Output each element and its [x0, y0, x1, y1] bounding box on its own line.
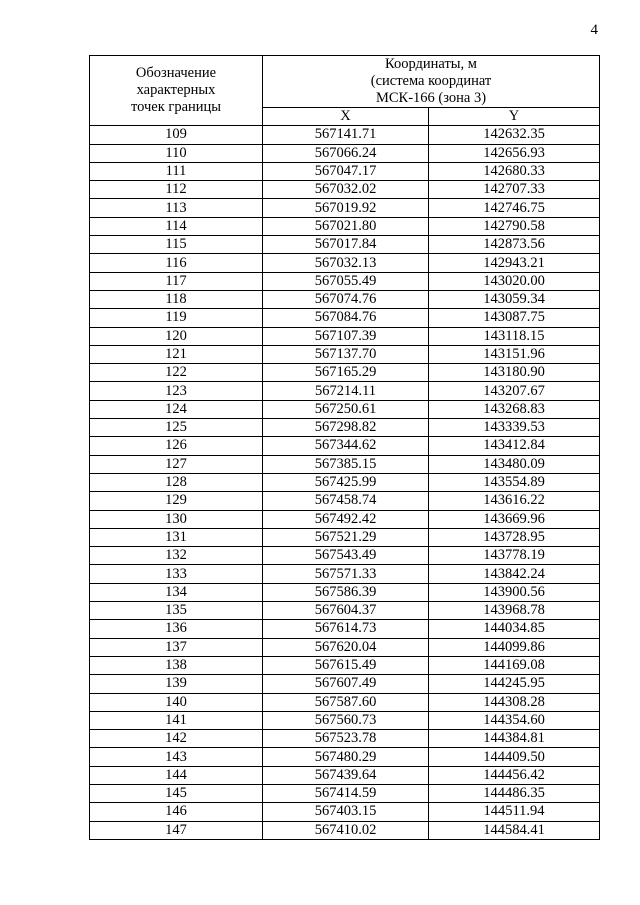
table-row	[90, 748, 600, 766]
x-cell: 567587.60	[263, 693, 429, 711]
x-cell: 567458.74	[263, 492, 429, 510]
point-cell: 112	[90, 181, 263, 199]
table-row	[90, 290, 600, 308]
x-cell: 567480.29	[263, 748, 429, 766]
table-row	[90, 766, 600, 784]
point-cell: 121	[90, 345, 263, 363]
header-coords-line: (система координат	[370, 73, 492, 89]
x-cell: 567607.49	[263, 675, 429, 693]
table-row	[90, 510, 600, 528]
table-row	[90, 236, 600, 254]
table-row	[90, 528, 600, 546]
y-cell: 144456.42	[429, 766, 600, 784]
table-row	[90, 784, 600, 802]
y-cell: 142873.56	[429, 236, 600, 254]
table-row	[90, 656, 600, 674]
y-cell: 143180.90	[429, 364, 600, 382]
point-cell: 135	[90, 602, 263, 620]
y-cell: 142746.75	[429, 199, 600, 217]
table-row	[90, 565, 600, 583]
point-cell: 114	[90, 217, 263, 235]
point-cell: 137	[90, 638, 263, 656]
table-row	[90, 345, 600, 363]
table-row	[90, 364, 600, 382]
table-row	[90, 162, 600, 180]
page-number: 4	[590, 22, 598, 38]
table-row	[90, 254, 600, 272]
y-cell: 144308.28	[429, 693, 600, 711]
coordinates-table	[89, 55, 600, 840]
y-cell: 142790.58	[429, 217, 600, 235]
point-cell: 140	[90, 693, 263, 711]
point-cell: 132	[90, 547, 263, 565]
y-cell: 142943.21	[429, 254, 600, 272]
point-cell: 139	[90, 675, 263, 693]
point-cell: 119	[90, 309, 263, 327]
x-cell: 567523.78	[263, 730, 429, 748]
x-cell: 567604.37	[263, 602, 429, 620]
table-row	[90, 455, 600, 473]
y-cell: 143968.78	[429, 602, 600, 620]
x-cell: 567047.17	[263, 162, 429, 180]
x-cell: 567066.24	[263, 144, 429, 162]
point-cell: 138	[90, 656, 263, 674]
y-cell: 144384.81	[429, 730, 600, 748]
x-cell: 567560.73	[263, 711, 429, 729]
x-cell: 567298.82	[263, 419, 429, 437]
point-cell: 123	[90, 382, 263, 400]
y-cell: 143480.09	[429, 455, 600, 473]
x-cell: 567571.33	[263, 565, 429, 583]
point-cell: 133	[90, 565, 263, 583]
y-cell: 142632.35	[429, 126, 600, 144]
table-row	[90, 821, 600, 839]
y-cell: 144584.41	[429, 821, 600, 839]
y-cell: 143087.75	[429, 309, 600, 327]
point-cell: 141	[90, 711, 263, 729]
point-cell: 110	[90, 144, 263, 162]
table-row	[90, 309, 600, 327]
x-cell: 567137.70	[263, 345, 429, 363]
y-cell: 143669.96	[429, 510, 600, 528]
y-cell: 142656.93	[429, 144, 600, 162]
table-row	[90, 492, 600, 510]
point-cell: 126	[90, 437, 263, 455]
x-cell: 567614.73	[263, 620, 429, 638]
y-cell: 143207.67	[429, 382, 600, 400]
x-cell: 567521.29	[263, 528, 429, 546]
x-cell: 567074.76	[263, 290, 429, 308]
x-cell: 567615.49	[263, 656, 429, 674]
table-row	[90, 272, 600, 290]
header-y: Y	[429, 108, 600, 126]
x-cell: 567250.61	[263, 400, 429, 418]
y-cell: 142680.33	[429, 162, 600, 180]
header-coordinates	[263, 56, 600, 108]
table-row	[90, 583, 600, 601]
point-cell: 130	[90, 510, 263, 528]
x-cell: 567032.02	[263, 181, 429, 199]
y-cell: 143728.95	[429, 528, 600, 546]
table-row	[90, 730, 600, 748]
y-cell: 143554.89	[429, 473, 600, 491]
x-cell: 567084.76	[263, 309, 429, 327]
point-cell: 142	[90, 730, 263, 748]
table-row	[90, 638, 600, 656]
x-cell: 567586.39	[263, 583, 429, 601]
point-cell: 146	[90, 803, 263, 821]
table-row	[90, 419, 600, 437]
header-point-line: характерных	[136, 82, 216, 99]
point-cell: 128	[90, 473, 263, 491]
x-cell: 567385.15	[263, 455, 429, 473]
table-row	[90, 473, 600, 491]
point-cell: 134	[90, 583, 263, 601]
y-cell: 143151.96	[429, 345, 600, 363]
y-cell: 144511.94	[429, 803, 600, 821]
y-cell: 143118.15	[429, 327, 600, 345]
point-cell: 122	[90, 364, 263, 382]
table-row	[90, 711, 600, 729]
y-cell: 144354.60	[429, 711, 600, 729]
point-cell: 147	[90, 821, 263, 839]
point-cell: 129	[90, 492, 263, 510]
table-row	[90, 199, 600, 217]
table-row	[90, 400, 600, 418]
point-cell: 120	[90, 327, 263, 345]
y-cell: 144169.08	[429, 656, 600, 674]
y-cell: 143412.84	[429, 437, 600, 455]
y-cell: 144409.50	[429, 748, 600, 766]
y-cell: 144486.35	[429, 784, 600, 802]
point-cell: 111	[90, 162, 263, 180]
x-cell: 567165.29	[263, 364, 429, 382]
header-point-line: Обозначение	[135, 65, 217, 82]
table-row	[90, 675, 600, 693]
x-cell: 567019.92	[263, 199, 429, 217]
point-cell: 109	[90, 126, 263, 144]
point-cell: 115	[90, 236, 263, 254]
table-row	[90, 327, 600, 345]
x-cell: 567410.02	[263, 821, 429, 839]
table-row	[90, 181, 600, 199]
x-cell: 567055.49	[263, 272, 429, 290]
point-cell: 143	[90, 748, 263, 766]
x-cell: 567017.84	[263, 236, 429, 254]
table-row	[90, 382, 600, 400]
point-cell: 131	[90, 528, 263, 546]
x-cell: 567021.80	[263, 217, 429, 235]
table-row	[90, 620, 600, 638]
x-cell: 567403.15	[263, 803, 429, 821]
x-cell: 567439.64	[263, 766, 429, 784]
x-cell: 567214.11	[263, 382, 429, 400]
y-cell: 143616.22	[429, 492, 600, 510]
point-cell: 125	[90, 419, 263, 437]
point-cell: 118	[90, 290, 263, 308]
point-cell: 145	[90, 784, 263, 802]
y-cell: 144245.95	[429, 675, 600, 693]
table-row	[90, 693, 600, 711]
point-cell: 136	[90, 620, 263, 638]
point-cell: 127	[90, 455, 263, 473]
point-cell: 124	[90, 400, 263, 418]
x-cell: 567032.13	[263, 254, 429, 272]
table-row	[90, 217, 600, 235]
x-cell: 567492.42	[263, 510, 429, 528]
y-cell: 142707.33	[429, 181, 600, 199]
header-coords-line: Координаты, м	[385, 56, 477, 72]
y-cell: 144099.86	[429, 638, 600, 656]
y-cell: 143900.56	[429, 583, 600, 601]
table-body	[90, 126, 600, 840]
y-cell: 144034.85	[429, 620, 600, 638]
table-row	[90, 602, 600, 620]
table-row	[90, 126, 600, 144]
y-cell: 143059.34	[429, 290, 600, 308]
header-point-designation	[90, 56, 263, 126]
x-cell: 567414.59	[263, 784, 429, 802]
x-cell: 567344.62	[263, 437, 429, 455]
point-cell: 117	[90, 272, 263, 290]
header-point-line: точек границы	[130, 99, 222, 116]
x-cell: 567543.49	[263, 547, 429, 565]
x-cell: 567620.04	[263, 638, 429, 656]
point-cell: 144	[90, 766, 263, 784]
y-cell: 143339.53	[429, 419, 600, 437]
x-cell: 567141.71	[263, 126, 429, 144]
table-row	[90, 803, 600, 821]
x-cell: 567107.39	[263, 327, 429, 345]
table-row	[90, 437, 600, 455]
header-x: X	[263, 108, 429, 126]
y-cell: 143020.00	[429, 272, 600, 290]
table-row	[90, 547, 600, 565]
header-coords-line: МСК-166 (зона 3)	[375, 90, 487, 106]
table-row	[90, 144, 600, 162]
y-cell: 143778.19	[429, 547, 600, 565]
y-cell: 143268.83	[429, 400, 600, 418]
point-cell: 116	[90, 254, 263, 272]
point-cell: 113	[90, 199, 263, 217]
y-cell: 143842.24	[429, 565, 600, 583]
x-cell: 567425.99	[263, 473, 429, 491]
